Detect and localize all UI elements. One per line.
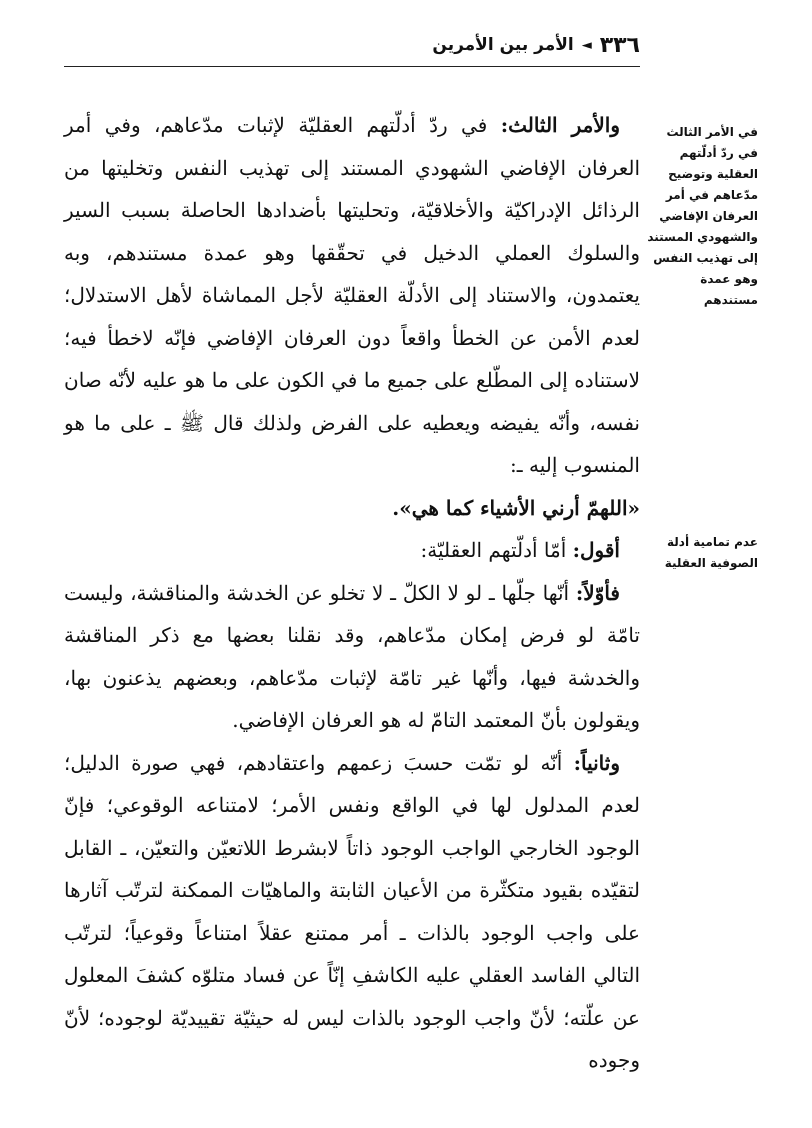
paragraph-text: أنّه لو تمّت حسبَ زعمهم واعتقادهم، فهي صورة الدليل؛ لعدم المدلول لها في الواقع ونفس الأمر؛ لامتناعه الوقوعي؛ فإنّ الوجود الخارجي الواجب الوجود ذاتاً لابشرط اللاتعيّن والتعيّن، ـ القابل لتقيّده بقيود متكثّرة من الأعيان الثابتة والماهيّات الممكنة لترتّب آثارها على واجب الوجود بالذات ـ أمر ممتنع عقلاً امتناعاً وقوعياً؛ لترتّب التالي الفاسد العقلي عليه الكاشفِ إنّاً عن فساد متلوّه كشفَ المعلول عن علّته؛ لأنّ واجب الوجود بالذات ليس له حيثيّة تقييديّة لوجوده؛ لأنّ وجوده (64, 750, 640, 1072)
margin-note-third-matter: في الأمر الثالث في ردّ أدلّتهم العقلية وتوضيح مدّعاهم في أمر العرفان الإفاضي والشهودي المستند إلى تهذيب النفس وهو عمدة مستندهم (647, 125, 758, 307)
paragraph-text: أنّها جلّها ـ لو لا الكلّ ـ لا تخلو عن الخدشة والمناقشة، وليست تامّة لو فرض إمكان مدّعاهم، وقد نقلنا بعضها مع ذكر المناقشة والخدشة فيها، وأنّها غير تامّة لإثبات مدّعاهم، وبعضهم يذعنون بها، ويقولون بأنّ المعتمد التامّ له هو العرفان الإفاضي. (64, 580, 640, 732)
running-title: الأمر بين الأمرين (432, 35, 574, 55)
paragraph-second (64, 742, 640, 1082)
paragraph-lead: فأوّلاً: (575, 580, 620, 605)
paragraph-text: أمّا أدلّتهم العقليّة: (420, 538, 573, 562)
running-header (64, 30, 640, 60)
paragraph-i-say (64, 529, 640, 572)
paragraph-lead: أقول: (572, 538, 620, 562)
paragraph-text: في ردّ أدلّتهم العقليّة لإثبات مدّعاهم، وفي أمر العرفان الإفاضي الشهودي المستند إلى تهذيب النفس وتخليتها من الرذائل الإدراكيّة والأخلاقيّة، وتحليتها بأضدادها الحاصلة بسبب السير والسلوك العملي الدخيل في تحقّقها وهو عمدة مستندهم، وبه يعتمدون، والاستناد إلى الأدلّة العقليّة لأجل المماشاة لأهل الاستدلال؛ لعدم الأمن عن الخطأ واقعاً دون العرفان الإفاضي فإنّه لاخطأ فيه؛ لاستناده إلى المطّلع على جميع ما في الكون على ما هو عليه لأنّه صان نفسه، وأنّه يفيضه ويعطيه على الفرض ولذلك قال ﷺ ـ على ما هو المنسوب إليه ـ: (64, 113, 640, 477)
prayer-quote: «اللهمّ أرني الأشياء كما هي». (392, 495, 640, 520)
arrow-left-icon: ◄ (581, 37, 592, 53)
margin-note-incompleteness: عدم تمامية أدلة الصوفية العقلية (664, 535, 758, 570)
page-number: ٣٣٦ (599, 32, 640, 58)
paragraph-third-matter (64, 104, 640, 487)
paragraph-first (64, 572, 640, 742)
paragraph-lead: والأمر الثالث: (500, 113, 620, 137)
body-text (64, 104, 640, 1082)
paragraph-lead: وثانياً: (573, 750, 620, 775)
header-divider (64, 66, 640, 67)
